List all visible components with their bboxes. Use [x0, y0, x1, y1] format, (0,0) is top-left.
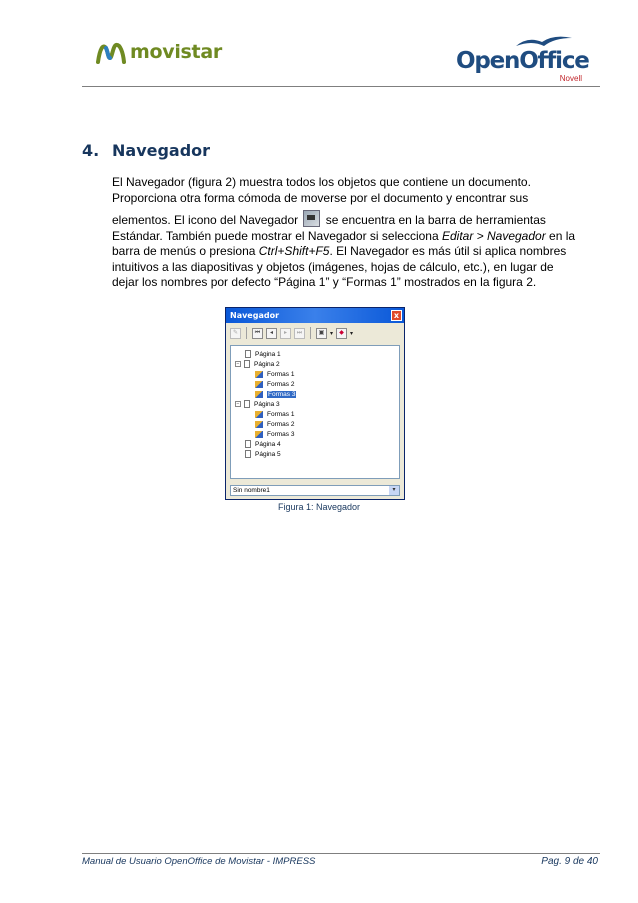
- tree-item-pagina-1[interactable]: [245, 349, 281, 359]
- movistar-logo: [96, 40, 222, 64]
- toolbar-separator: [310, 327, 311, 339]
- last-page-icon[interactable]: ⏭: [294, 328, 305, 339]
- shape-icon: [255, 381, 263, 388]
- navigator-icon: [303, 210, 320, 227]
- navigator-toolbar: [226, 323, 404, 343]
- page-icon: [245, 350, 251, 358]
- tree-item-label: Formas 1: [267, 370, 295, 378]
- page-icon: [245, 440, 251, 448]
- tree-item-label: Formas 3: [267, 430, 295, 438]
- movistar-m-icon: [96, 40, 126, 64]
- openoffice-logo: [456, 36, 589, 86]
- chevron-down-icon[interactable]: ▾: [389, 486, 399, 495]
- p2-part-b: se encuentra en la barra de herramientas Estándar. También puede mostrar el Navegador si selecciona: [112, 213, 546, 243]
- p2-part-d: . El Navegador es más útil si aplica nombres intuitivos a las diapositivas y objetos (imágenes, hojas de cálculo, etc.), en lugar de dejar los nombres por defecto “Página 1” y “Formas 1” mostrados en la figura 2.: [112, 244, 567, 289]
- keyboard-shortcut: Ctrl+Shift+F5: [258, 244, 330, 258]
- footer-manual-title: Manual de Usuario OpenOffice de Movistar - IMPRESS: [82, 856, 316, 867]
- tree-item-label: Página 5: [255, 450, 281, 458]
- shape-icon: [255, 411, 263, 418]
- tree-item-pagina-4[interactable]: [245, 439, 281, 449]
- tree-item-label: Página 4: [255, 440, 281, 448]
- figure-caption: Figura 1: Navegador: [277, 502, 361, 512]
- tree-item-label: Página 3: [254, 400, 280, 408]
- body-text: [112, 175, 582, 291]
- tree-item-formas-1[interactable]: [255, 369, 294, 379]
- section-title: Navegador: [112, 141, 211, 160]
- navigator-titlebar: [226, 308, 404, 323]
- first-page-icon[interactable]: ⏮: [252, 328, 263, 339]
- shape-icon: [255, 431, 263, 438]
- shapes-icon[interactable]: ◆: [336, 328, 347, 339]
- navigator-title: Navegador: [230, 311, 280, 320]
- chevron-down-icon[interactable]: ▾: [330, 330, 334, 337]
- tree-item-pagina-2[interactable]: [235, 359, 280, 369]
- chevron-down-icon[interactable]: ▾: [350, 330, 354, 337]
- tree-item-pagina-5[interactable]: [245, 449, 281, 459]
- page-icon: [244, 360, 250, 368]
- drag-mode-icon[interactable]: ▣: [316, 328, 327, 339]
- document-select[interactable]: [230, 485, 400, 496]
- tree-item-pagina-3[interactable]: [235, 399, 280, 409]
- tree-item-label: Formas 2: [267, 420, 295, 428]
- paragraph-2: [112, 210, 582, 291]
- page-icon: [244, 400, 250, 408]
- shape-icon: [255, 421, 263, 428]
- shape-icon: [255, 371, 263, 378]
- novell-label: Novell: [559, 74, 582, 83]
- p2-part-a: elementos. El icono del Navegador: [112, 213, 302, 227]
- collapse-icon[interactable]: −: [236, 401, 240, 407]
- tree-item-formas-3-selected[interactable]: [255, 389, 296, 399]
- paragraph-1: El Navegador (figura 2) muestra todos los objetos que contiene un documento. Proporciona otra forma cómoda de moverse por el documento y encontrar sus: [112, 175, 531, 205]
- section-heading: [82, 141, 210, 160]
- tree-item-label: Página 1: [255, 350, 281, 358]
- tree-item-formas-2[interactable]: [255, 419, 294, 429]
- navigator-tree[interactable]: [230, 345, 400, 479]
- close-icon[interactable]: x: [391, 310, 402, 321]
- toolbar-separator: [246, 327, 247, 339]
- p2-part-c: en la barra de menús o presiona: [112, 228, 576, 258]
- menu-path: Editar > Navegador: [441, 228, 546, 243]
- header-divider: [82, 86, 600, 87]
- openoffice-wordmark: OpenOffice: [456, 48, 589, 74]
- tree-item-formas-2[interactable]: [255, 379, 294, 389]
- tree-item-formas-1[interactable]: [255, 409, 294, 419]
- previous-page-icon[interactable]: ◂: [266, 328, 277, 339]
- pen-icon[interactable]: ✎: [230, 328, 241, 339]
- document-select-value: Sin nombre1: [233, 487, 270, 494]
- section-number: 4.: [82, 141, 100, 160]
- navigator-window: [225, 307, 405, 500]
- tree-item-label: Formas 3: [268, 390, 296, 398]
- page-icon: [245, 450, 251, 458]
- footer-divider: [82, 853, 600, 854]
- tree-item-formas-3[interactable]: [255, 429, 294, 439]
- tree-item-label: Página 2: [254, 360, 280, 368]
- tree-item-label: Formas 1: [267, 410, 295, 418]
- movistar-wordmark: movistar: [130, 41, 222, 63]
- shape-icon: [255, 391, 263, 398]
- next-page-icon[interactable]: ▸: [280, 328, 291, 339]
- tree-item-label: Formas 2: [267, 380, 295, 388]
- page-number: Pag. 9 de 40: [541, 856, 598, 867]
- collapse-icon[interactable]: −: [236, 361, 240, 367]
